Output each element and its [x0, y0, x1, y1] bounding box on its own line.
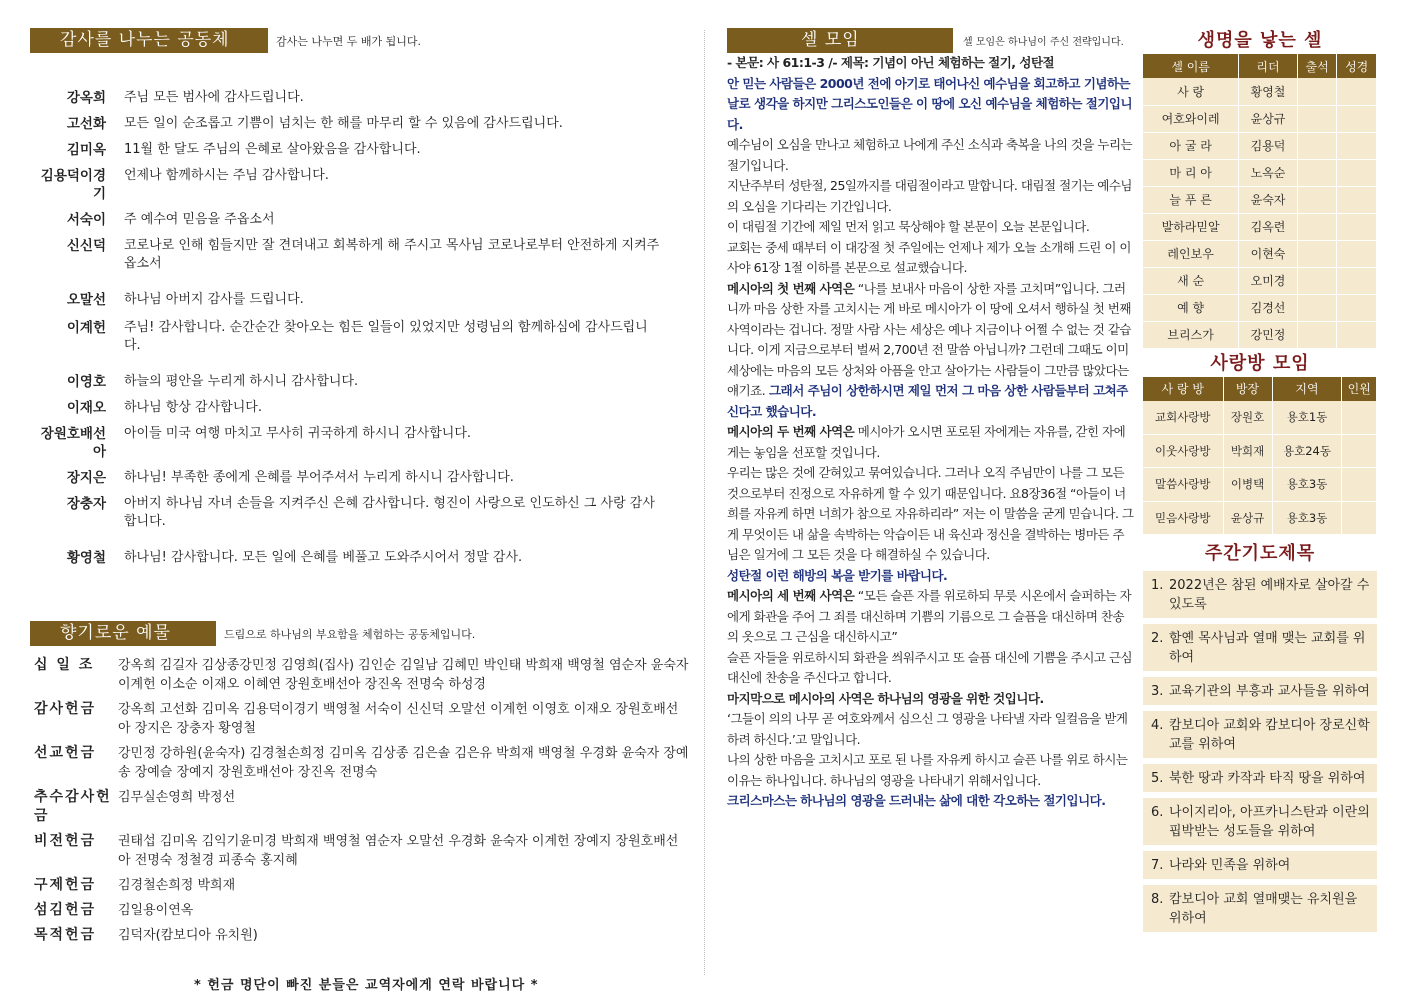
prayer-number: 7.	[1151, 858, 1164, 873]
table-cell: 용호1동	[1272, 401, 1342, 435]
prayer-item	[1143, 764, 1377, 792]
prayer-text: 2022년은 참된 예배자로 살아갈 수 있도록	[1169, 578, 1370, 612]
offering-names: 강옥희 고선화 김미옥 김용덕이경기 백영철 서숙이 신신덕 오말선 이계헌 이영호 이재오 장원호배선아 장지은 장충자 황영철	[118, 702, 679, 736]
thanks-text: 11월 한 달도 주님의 은혜로 살아왔음을 감사합니다.	[124, 142, 421, 157]
thanks-text: 주 예수여 믿음을 주옵소서	[124, 212, 275, 227]
prayer-number: 6.	[1151, 805, 1164, 820]
table-header-cell: 방장	[1223, 377, 1272, 401]
offering-row	[34, 832, 694, 870]
offering-label: 선교헌금	[34, 745, 97, 761]
life-cells-title: 생명을 낳는 셀	[1197, 30, 1323, 51]
life-cell-row	[1143, 186, 1377, 213]
table-cell	[1297, 186, 1337, 213]
table-cell: 이웃사랑방	[1143, 434, 1223, 468]
life-cell-row	[1143, 132, 1377, 159]
prayer-number: 2.	[1151, 631, 1164, 646]
life-cell-row	[1143, 213, 1377, 240]
table-cell: 말씀사랑방	[1143, 468, 1223, 502]
prayer-number: 5.	[1151, 771, 1164, 786]
table-cell	[1297, 267, 1337, 294]
prayer-item	[1143, 677, 1377, 705]
table-cell: 용호24동	[1272, 434, 1342, 468]
life-cell-row	[1143, 240, 1377, 267]
life-cell-row	[1143, 294, 1377, 321]
table-cell: 브리스가	[1143, 321, 1239, 348]
right-column	[1143, 28, 1377, 938]
thanks-row	[30, 549, 690, 567]
table-cell	[1342, 468, 1377, 502]
prayer-list	[1143, 571, 1377, 932]
table-cell	[1297, 240, 1337, 267]
table-cell	[1342, 434, 1377, 468]
thanks-row	[30, 237, 690, 273]
life-cells-table	[1143, 54, 1377, 349]
thanks-name: 장충자	[66, 496, 106, 512]
cell-subtitle: 셀 모임은 하나님이 주신 전략입니다.	[963, 37, 1124, 48]
table-cell	[1337, 321, 1377, 348]
sermon-body: “나를 보내사 마음이 상한 자를 고치며”입니다. 그러니까 마음 상한 자를 고치시는 게 바로 메시아가 이 땅에 오셔서 행하실 첫 번째 사역이라는 겁니다. 정말 사람 사는 세상은 예나 지금이나 어쩔 수 없는 것 같습니다. 이게 지금으로부터 벌써 2,700년 전 말씀 아닙니까? 그런데 그때도 이미 세상에는 마음의 모든 상처와 아픔을 안고 살아가는 사람들이 그만큼 많았다는 얘기죠.	[727, 280, 1131, 398]
prayer-number: 4.	[1151, 718, 1164, 733]
sermon-lead: 메시아의 두 번째 사역은	[727, 424, 855, 439]
table-header-cell: 지역	[1272, 377, 1342, 401]
prayer-number: 8.	[1151, 892, 1164, 907]
offering-label: 감사헌금	[34, 701, 97, 717]
thanks-header	[30, 28, 690, 53]
thanks-name: 황영철	[66, 550, 106, 566]
thanks-row	[30, 89, 690, 107]
thanks-name: 서숙이	[66, 212, 106, 228]
thanks-text: 코로나로 인해 힘들지만 잘 견뎌내고 회복하게 해 주시고 목사님 코로나로부터 안전하게 지켜주옵소서	[124, 238, 660, 271]
love-room-row	[1143, 468, 1377, 502]
offering-names: 김덕자(캄보디아 유치원)	[118, 928, 258, 943]
cell-header	[727, 28, 1135, 53]
thanks-row	[30, 399, 690, 417]
prayer-item	[1143, 851, 1377, 879]
table-cell: 마 리 아	[1143, 159, 1239, 186]
prayer-text: 교육기관의 부흥과 교사들을 위하여	[1169, 684, 1370, 699]
love-rooms-table	[1143, 377, 1377, 536]
table-cell: 김용덕	[1239, 132, 1298, 159]
offering-names: 강민정 강하원(윤숙자) 김경철손희정 김미옥 김상종 김은솔 김은유 박희재 백영철 우경화 윤숙자 장예송 장예슬 장예지 장원호배선아 장진옥 전명숙	[118, 746, 689, 780]
sermon-text	[727, 53, 1135, 812]
table-cell	[1337, 267, 1377, 294]
thanks-text: 하나님 항상 감사합니다.	[124, 400, 262, 415]
thanks-row	[30, 291, 690, 309]
love-rooms-title: 사랑방 모임	[1210, 352, 1310, 374]
sermon-paragraph: 성탄절 이런 해방의 복을 받기를 바랍니다.	[727, 567, 948, 583]
table-cell	[1337, 213, 1377, 240]
table-cell	[1337, 186, 1377, 213]
thanks-name: 이계헌	[66, 320, 106, 336]
thanks-text: 하나님 아버지 감사를 드립니다.	[124, 292, 304, 307]
middle-column	[727, 28, 1135, 812]
prayer-item	[1143, 624, 1377, 671]
prayer-item	[1143, 571, 1377, 618]
table-cell: 믿음사랑방	[1143, 501, 1223, 535]
table-cell: 장원호	[1223, 401, 1272, 435]
table-cell: 발하라믿알	[1143, 213, 1239, 240]
table-cell: 김옥련	[1239, 213, 1298, 240]
sermon-paragraph: 슬픈 자들을 위로하시되 화관을 씌워주시고 또 슬픔 대신에 기쁨을 주시고 근심 대신에 찬송을 주신다고 합니다.	[727, 649, 1133, 685]
offering-row	[34, 926, 694, 945]
life-cell-row	[1143, 78, 1377, 105]
table-header-cell: 성경	[1337, 54, 1377, 78]
table-cell	[1297, 159, 1337, 186]
life-cell-row	[1143, 105, 1377, 132]
thanks-text: 주님 모든 범사에 감사드립니다.	[124, 90, 304, 105]
thanks-text: 언제나 함께하시는 주님 감사합니다.	[124, 168, 329, 183]
thanks-name: 오말선	[66, 292, 106, 308]
sermon-paragraph: 교회는 중세 때부터 이 대강절 첫 주일에는 언제나 제가 오늘 소개해 드린 이 이사야 61장 1절 이하를 본문으로 설교했습니다.	[727, 239, 1131, 275]
thanks-row	[30, 495, 690, 531]
table-cell: 윤숙자	[1239, 186, 1298, 213]
table-cell: 윤상규	[1223, 501, 1272, 535]
prayer-text: 캄보디아 교회와 캄보디아 장로신학교를 위하여	[1169, 718, 1370, 752]
sermon-paragraph: 지난주부터 성탄절, 25일까지를 대림절이라고 말합니다. 대림절 절기는 예수님의 오심을 기다리는 기간입니다.	[727, 178, 1132, 214]
sermon-paragraph: 안 믿는 사람들은 2000년 전에 아기로 태어나신 예수님을 회고하고 기념하는 날로 생각을 하지만 그리스도인들은 이 땅에 오신 예수님을 체험하는 절기입니다.	[727, 75, 1133, 132]
thanks-name: 장지은	[66, 470, 106, 486]
table-header-cell: 리더	[1239, 54, 1298, 78]
prayer-number: 1.	[1151, 578, 1164, 593]
table-cell	[1337, 132, 1377, 159]
table-cell: 늘 푸 른	[1143, 186, 1239, 213]
thanks-name: 이재오	[66, 400, 106, 416]
prayer-text: 함옌 목사님과 열매 맺는 교회를 위하여	[1169, 631, 1366, 665]
thanks-row	[30, 319, 690, 355]
offering-names: 김무실손영희 박정선	[118, 790, 236, 805]
column-divider	[704, 30, 705, 975]
thanks-text: 하나님! 감사합니다. 모든 일에 은혜를 베풀고 도와주시어서 정말 감사.	[124, 550, 523, 565]
thanks-row	[30, 167, 690, 203]
thanks-subtitle: 감사는 나누면 두 배가 됩니다.	[276, 34, 421, 48]
offering-names: 강옥희 김길자 김상종강민정 김영희(집사) 김인순 김일남 김혜민 박인태 박희재 백영철 염순자 윤숙자 이계헌 이소순 이재오 이혜연 장원호배선아 장진옥 전명숙 하성경	[118, 658, 689, 692]
thanks-name: 김미옥	[66, 142, 106, 158]
table-cell: 레인보우	[1143, 240, 1239, 267]
thanks-name: 이영호	[66, 374, 106, 390]
thanks-row	[30, 115, 690, 133]
table-cell: 김경선	[1239, 294, 1298, 321]
table-cell	[1297, 132, 1337, 159]
thanks-row	[30, 373, 690, 391]
prayer-text: 나라와 민족을 위하여	[1169, 858, 1291, 873]
offering-row	[34, 901, 694, 920]
sermon-paragraph: 마지막으로 메시아의 사역은 하나님의 영광을 위한 것입니다.	[727, 690, 1044, 706]
offering-row	[34, 656, 694, 694]
table-cell: 용호3동	[1272, 501, 1342, 535]
offering-label: 추수감사헌금	[34, 789, 112, 824]
table-header-cell: 셀 이름	[1143, 54, 1239, 78]
offering-row	[34, 744, 694, 782]
table-cell	[1297, 78, 1337, 105]
offering-row	[34, 876, 694, 895]
thanks-name: 강옥희	[66, 90, 106, 106]
prayer-number: 3.	[1151, 684, 1164, 699]
table-cell: 아 굴 라	[1143, 132, 1239, 159]
table-cell: 황영철	[1239, 78, 1298, 105]
table-cell: 사 랑	[1143, 78, 1239, 105]
table-header-cell: 인원	[1342, 377, 1377, 401]
table-cell: 윤상규	[1239, 105, 1298, 132]
sermon-body: 메시아가 오시면 포로된 자에게는 자유를, 갇힌 자에게는 놓임을 선포할 것입니다.	[727, 424, 1126, 460]
thanks-text: 아이들 미국 여행 마치고 무사히 귀국하게 하시니 감사합니다.	[124, 426, 472, 441]
table-cell	[1337, 159, 1377, 186]
life-cell-row	[1143, 321, 1377, 348]
sermon-paragraph: - 본문: 사 61:1-3 /- 제목: 기념이 아닌 체험하는 절기, 성탄절	[727, 55, 1055, 70]
table-cell	[1297, 213, 1337, 240]
thanks-text: 하늘의 평안을 누리게 하시니 감사합니다.	[124, 374, 359, 389]
thanks-text: 하나님! 부족한 종에게 은혜를 부어주셔서 누리게 하시니 감사합니다.	[124, 470, 514, 485]
table-cell	[1297, 294, 1337, 321]
table-cell	[1337, 105, 1377, 132]
sermon-paragraph: 나의 상한 마음을 고치시고 포로 된 나를 자유케 하시고 슬픈 나를 위로 하시는 이유는 하나입니다. 하나님의 영광을 나타내기 위해서입니다.	[727, 752, 1128, 788]
sermon-emphasis: 그래서 주님이 상한하시면 제일 먼저 그 마음 상한 사람들부터 고쳐주신다고 했습니다.	[727, 383, 1128, 419]
prayer-item	[1143, 798, 1377, 845]
table-cell	[1342, 401, 1377, 435]
offering-label: 십 일 조	[34, 657, 95, 673]
offering-list	[34, 656, 694, 951]
sermon-lead: 메시아의 첫 번째 사역은	[727, 280, 855, 296]
table-cell: 교회사랑방	[1143, 401, 1223, 435]
table-cell: 새 순	[1143, 267, 1239, 294]
table-cell: 이현숙	[1239, 240, 1298, 267]
table-cell	[1337, 78, 1377, 105]
sermon-paragraph: 크리스마스는 하나님의 영광을 드러내는 삶에 대한 각오하는 절기입니다.	[727, 793, 1106, 808]
cell-title: 셀 모임	[727, 28, 953, 53]
offering-names: 권태섭 김미옥 김익기윤미경 박희재 백영철 염순자 오말선 우경화 윤숙자 이계헌 장예지 장원호배선아 전명숙 정철경 피종숙 홍지혜	[118, 834, 679, 868]
thanks-list	[30, 89, 690, 567]
prayer-title: 주간기도제목	[1204, 543, 1316, 564]
thanks-row	[30, 425, 690, 461]
offering-label: 구제헌금	[34, 877, 97, 893]
life-cell-row	[1143, 159, 1377, 186]
sermon-paragraph: 예수님이 오심을 만나고 체험하고 나에게 주신 소식과 축복을 나의 것을 누리는 절기입니다.	[727, 137, 1133, 173]
table-cell	[1342, 501, 1377, 535]
offering-title: 향기로운 예물	[30, 621, 216, 646]
prayer-item	[1143, 885, 1377, 932]
table-cell: 이병택	[1223, 468, 1272, 502]
offering-note: * 헌금 명단이 빠진 분들은 교역자에게 연락 바랍니다 *	[194, 978, 539, 992]
table-cell: 오미경	[1239, 267, 1298, 294]
sermon-lead: 메시아의 세 번째 사역은	[727, 588, 855, 603]
thanks-name: 김용덕이경기	[40, 168, 106, 202]
thanks-row	[30, 141, 690, 159]
sermon-body: “모든 슬픈 자를 위로하되 무릇 시온에서 슬퍼하는 자에게 화관을 주어 그 죄를 대신하며 기쁨의 기름으로 그 슬픔을 대신하며 찬송의 옷으로 그 근심을 대신하시고”	[727, 588, 1132, 644]
table-cell: 노옥순	[1239, 159, 1298, 186]
sermon-paragraph: 우리는 많은 것에 갇혀있고 묶여있습니다. 그러나 오직 주님만이 나를 그 모든 것으로부터 진정으로 자유하게 할 수 있기 때문입니다. 요8장36절 “아들이 너희를 자유케 하면 너희가 참으로 자유하리라” 저는 이 말씀을 굳게 믿습니다. 그게 무엇이든 내 삶을 속박하는 악습이든 내 육신과 정신을 결박하는 병마든 주님은 일거에 그 모든 것을 다 해결하실 수 있습니다.	[727, 465, 1134, 562]
prayer-text: 북한 땅과 카작과 타직 땅을 위하여	[1169, 771, 1366, 786]
offering-header	[30, 621, 475, 646]
love-room-row	[1143, 434, 1377, 468]
table-cell: 강민정	[1239, 321, 1298, 348]
thanks-row	[30, 469, 690, 487]
table-cell	[1297, 321, 1337, 348]
offering-names: 김경철손희정 박희재	[118, 878, 236, 893]
table-cell	[1337, 240, 1377, 267]
offering-label: 섬김헌금	[34, 902, 97, 918]
thanks-text: 주님! 감사합니다. 순간순간 찾아오는 힘든 일들이 있었지만 성령님의 함께하심에 감사드립니다.	[124, 320, 648, 353]
table-cell: 용호3동	[1272, 468, 1342, 502]
table-header-cell: 출석	[1297, 54, 1337, 78]
prayer-text: 캄보디아 교회 열매맺는 유치원을 위하여	[1169, 892, 1358, 926]
prayer-text: 나이지리아, 아프카니스탄과 이란의 핍박받는 성도들을 위하여	[1169, 805, 1370, 839]
offering-subtitle: 드림으로 하나님의 부요함을 체험하는 공동체입니다.	[224, 627, 476, 641]
offering-row	[34, 788, 694, 826]
offering-label: 목적헌금	[34, 927, 97, 943]
offering-label: 비전헌금	[34, 833, 97, 849]
table-cell	[1337, 294, 1377, 321]
sermon-paragraph: ‘그들이 의의 나무 곧 여호와께서 심으신 그 영광을 나타낼 자라 일컬음을 받게 하려 하신다.’고 말입니다.	[727, 711, 1128, 747]
offering-names: 김일용이연옥	[118, 903, 194, 918]
love-room-row	[1143, 401, 1377, 435]
table-cell: 여호와이레	[1143, 105, 1239, 132]
life-cell-row	[1143, 267, 1377, 294]
thanks-name: 고선화	[66, 116, 106, 132]
sermon-paragraph	[727, 586, 1135, 648]
offering-row	[34, 700, 694, 738]
thanks-text: 아버지 하나님 자녀 손들을 지켜주신 은혜 감사합니다. 형진이 사랑으로 인도하신 그 사랑 감사합니다.	[124, 496, 655, 529]
table-cell	[1297, 105, 1337, 132]
thanks-text: 모든 일이 순조롭고 기쁨이 넘치는 한 해를 마무리 할 수 있음에 감사드립니다.	[124, 116, 563, 131]
sermon-paragraph: 이 대림절 기간에 제일 먼저 읽고 묵상해야 할 본문이 오늘 본문입니다.	[727, 219, 1090, 234]
table-cell: 예 향	[1143, 294, 1239, 321]
left-column	[30, 28, 690, 992]
sermon-paragraph	[727, 422, 1135, 463]
table-header-cell: 사 랑 방	[1143, 377, 1223, 401]
thanks-row	[30, 211, 690, 229]
thanks-name: 신신덕	[66, 238, 106, 254]
thanks-title: 감사를 나누는 공동체	[30, 28, 268, 53]
table-cell: 박희재	[1223, 434, 1272, 468]
thanks-name: 장원호배선아	[40, 426, 106, 460]
sermon-paragraph	[727, 279, 1135, 423]
prayer-item	[1143, 711, 1377, 758]
love-room-row	[1143, 501, 1377, 535]
